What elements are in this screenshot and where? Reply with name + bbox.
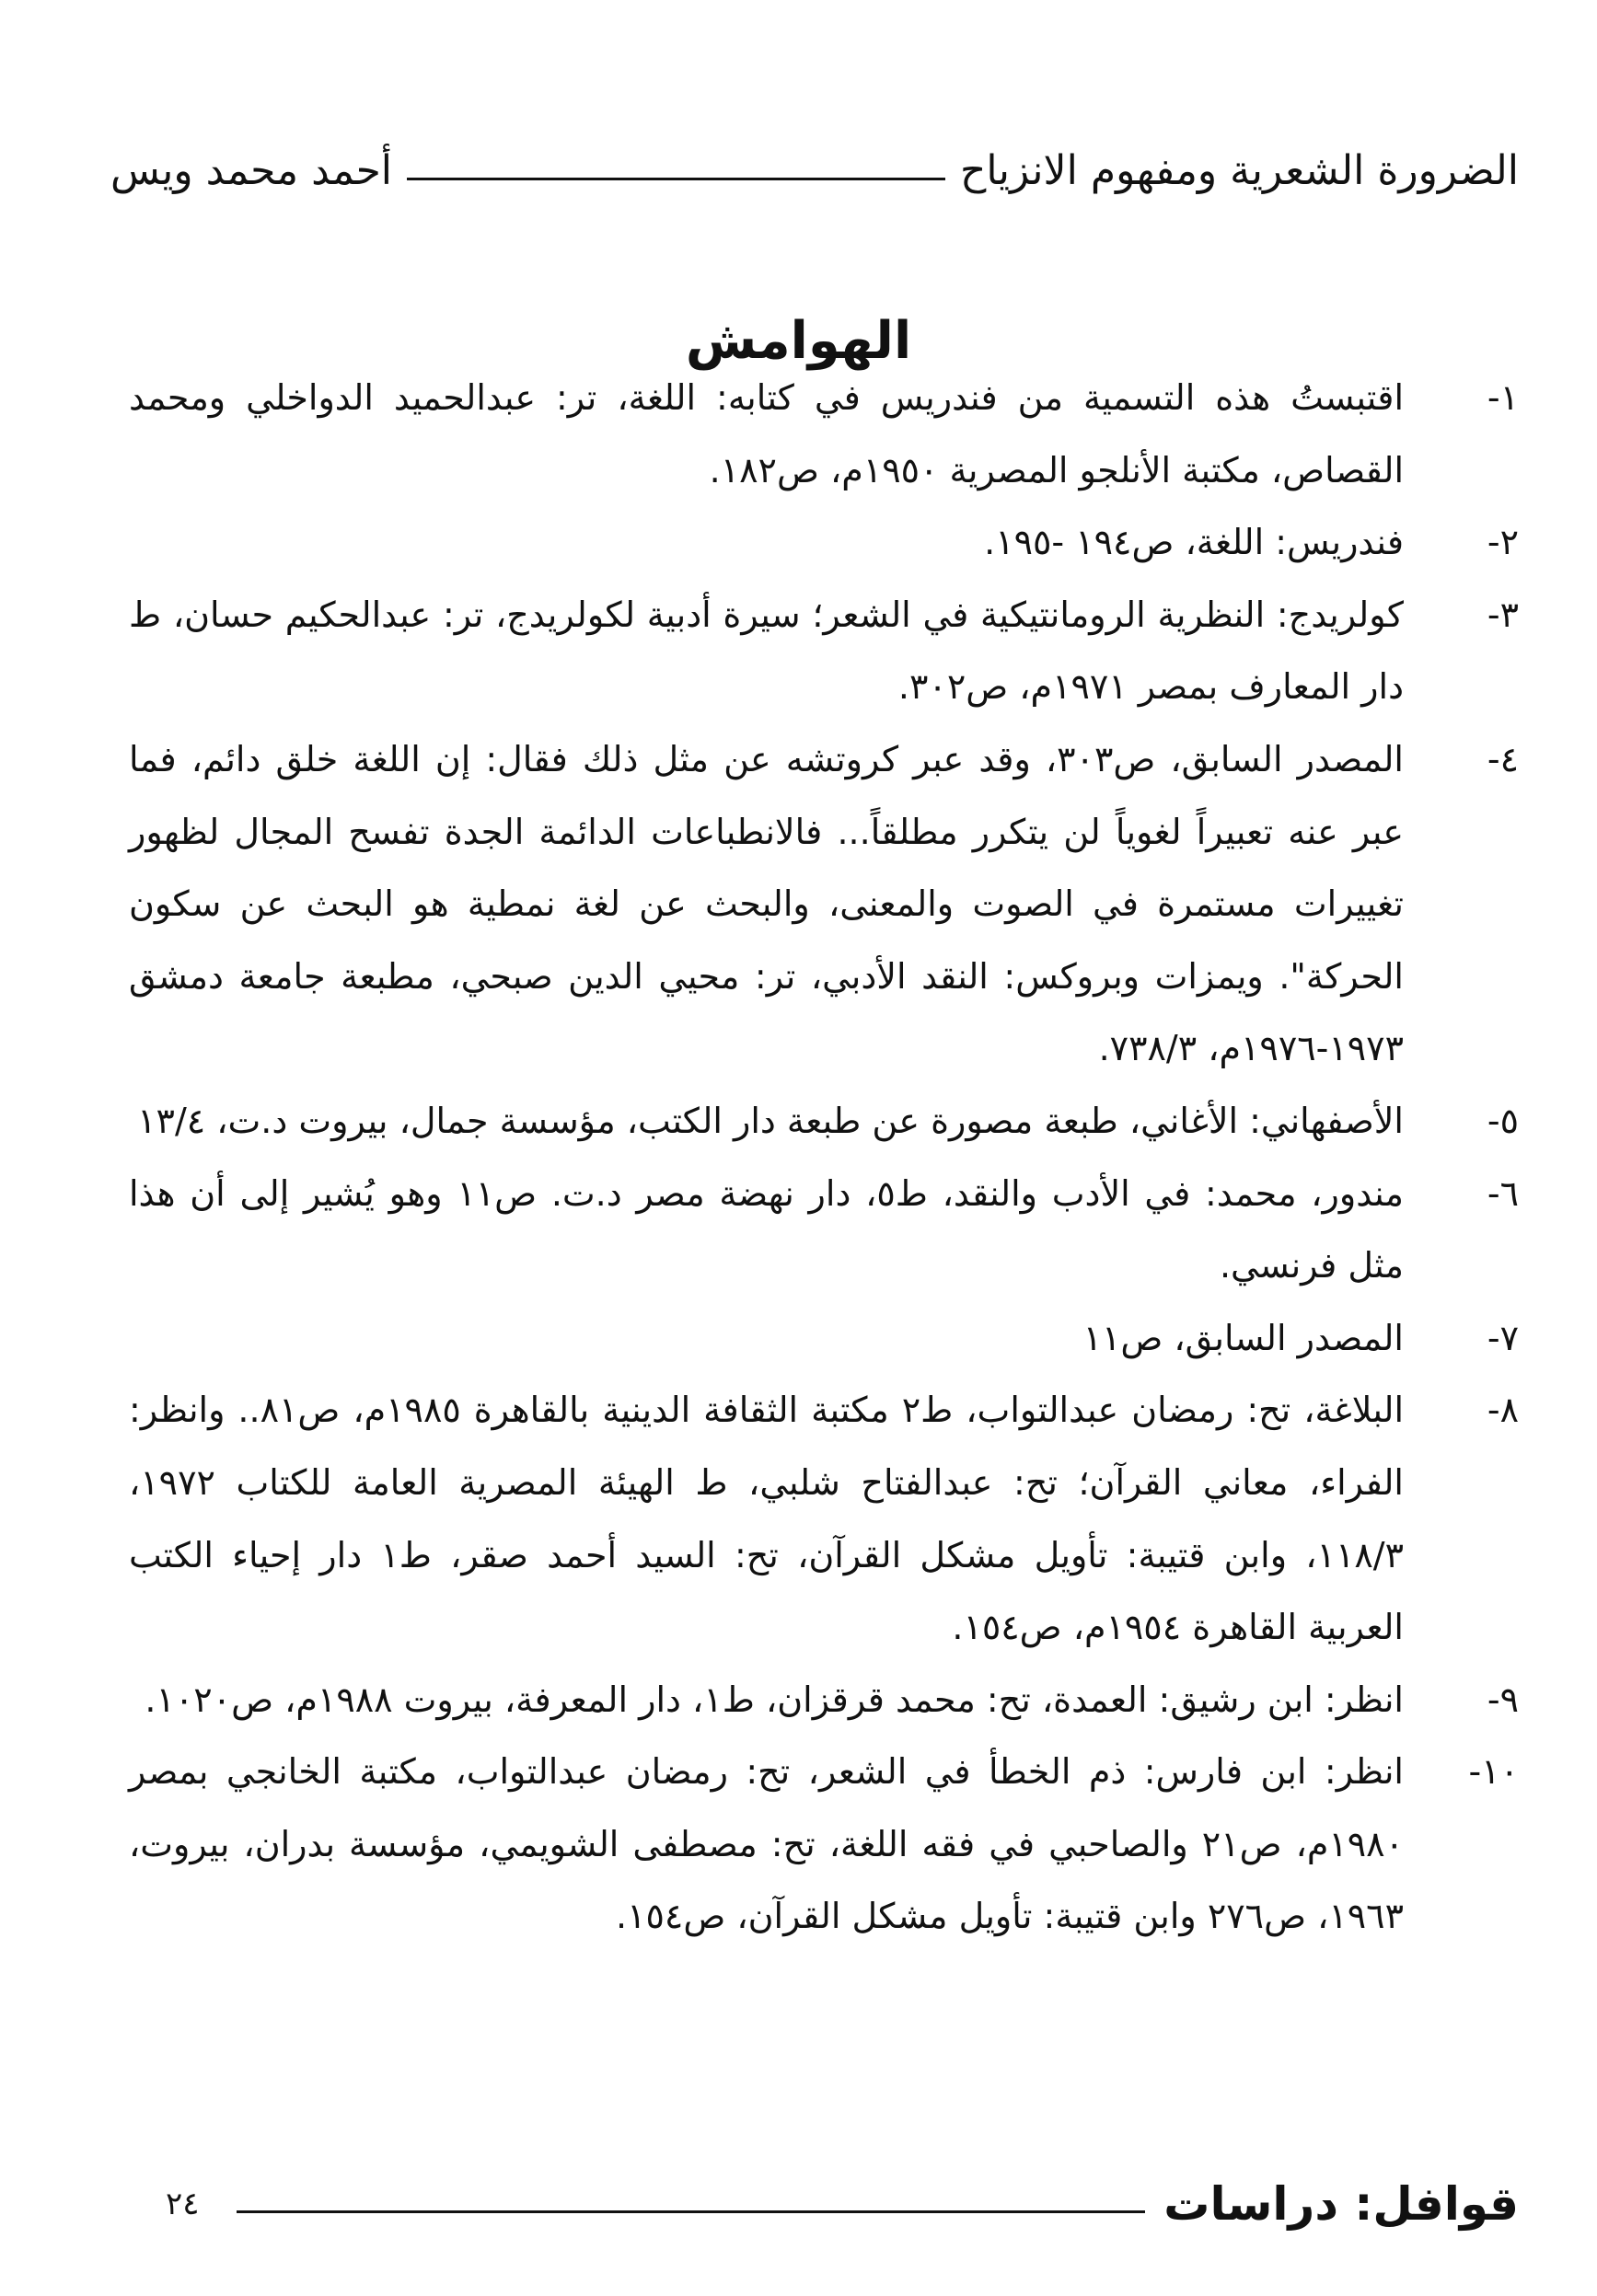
- page-number: ٢٤: [166, 2186, 200, 2222]
- footer-rule: [237, 2210, 1146, 2213]
- header-rule: [407, 178, 945, 180]
- note-number: ١٠-: [1468, 1751, 1519, 1793]
- note-number: ٤-: [1487, 738, 1519, 779]
- notes-list: [129, 362, 1519, 1953]
- running-header: [110, 138, 1519, 202]
- running-footer: [166, 2172, 1519, 2236]
- note-item: [129, 1085, 1519, 1158]
- note-text: انظر: ابن رشيق: العمدة، تح: محمد قرقزان، ط١، دار المعرفة، بيروت ١٩٨٨م، ص١٠٢٠.: [145, 1679, 1404, 1720]
- note-number: ٥-: [1487, 1100, 1519, 1141]
- note-item: [129, 579, 1519, 723]
- note-number: ٧-: [1487, 1317, 1519, 1358]
- header-title: الضرورة الشعرية ومفهوم الانزياح: [959, 146, 1519, 194]
- note-item: [129, 723, 1519, 1085]
- note-number: ١-: [1487, 377, 1519, 418]
- note-text: اقتبستُ هذه التسمية من فندريس في كتابه: اللغة، تر: عبدالحميد الدواخلي ومحمد القصاص، مكتبة الأنلجو المصرية ١٩٥٠م، ص١٨٢.: [129, 377, 1404, 490]
- note-item: [129, 1302, 1519, 1375]
- header-author: أحمد محمد ويس: [110, 146, 393, 194]
- note-text: كولريدج: النظرية الرومانتيكية في الشعر؛ سيرة أدبية لكولريدج، تر: عبدالحكيم حسان، ط دار المعارف بمصر ١٩٧١م، ص٣٠٢.: [129, 594, 1404, 708]
- note-text: فندريس: اللغة، ص١٩٤ -١٩٥.: [984, 522, 1404, 563]
- note-text: الأصفهاني: الأغاني، طبعة مصورة عن طبعة دار الكتب، مؤسسة جمال، بيروت د.ت، ١٣/٤: [137, 1100, 1404, 1141]
- note-number: ٨-: [1487, 1390, 1519, 1431]
- note-number: ٩-: [1487, 1679, 1519, 1720]
- section-title: الهوامش: [685, 310, 912, 371]
- note-text: مندور، محمد: في الأدب والنقد، ط٥، دار نهضة مصر د.ت. ص١١ وهو يُشير إلى أن هذا مثل فرنسي.: [129, 1172, 1405, 1286]
- note-number: ٦-: [1487, 1172, 1519, 1214]
- note-item: [129, 506, 1519, 579]
- note-item: [129, 1158, 1519, 1302]
- note-text: المصدر السابق، ص١١: [1082, 1317, 1404, 1358]
- note-item: [129, 1374, 1519, 1663]
- note-text: البلاغة، تح: رمضان عبدالتواب، ط٢ مكتبة الثقافة الدينية بالقاهرة ١٩٨٥م، ص٨١.. وانظر: الفراء، معاني القرآن؛ تح: عبدالفتاح شلبي، ط الهيئة المصرية العامة للكتاب ١٩٧٢، ١١٨/٣، وابن قتيبة: تأويل مشكل القرآن، تح: السيد أحمد صقر، ط١ دار إحياء الكتب العربية القاهرة ١٩٥٤م، ص١٥٤.: [129, 1390, 1405, 1648]
- note-item: [129, 362, 1519, 506]
- journal-name: قوافل: دراسات: [1163, 2177, 1519, 2231]
- note-text: انظر: ابن فارس: ذم الخطأ في الشعر، تح: رمضان عبدالتواب، مكتبة الخانجي بمصر ١٩٨٠م، ص٢١ والصاحبي في فقه اللغة، تح: مصطفى الشويمي، مؤسسة بدران، بيروت، ١٩٦٣، ص٢٧٦ وابن قتيبة: تأويل مشكل القرآن، ص١٥٤.: [129, 1751, 1404, 1937]
- note-item: [129, 1736, 1519, 1953]
- note-number: ٣-: [1487, 594, 1519, 635]
- note-text: المصدر السابق، ص٣٠٣، وقد عبر كروتشه عن مثل ذلك فقال: إن اللغة خلق دائم، فما عبر عنه تعبيراً لغوياً لن يتكرر مطلقاً... فالانطباعات الدائمة الجدة تفسح المجال لظهور تغييرات مستمرة في الصوت والمعنى، والبحث عن لغة نمطية هو البحث عن سكون الحركة". ويمزات وبروكس: النقد الأدبي، تر: محيي الدين صبحي، مطبعة جامعة دمشق ١٩٧٣-١٩٧٦م، ٧٣٨/٣.: [129, 738, 1404, 1069]
- note-item: [129, 1664, 1519, 1736]
- note-number: ٢-: [1487, 522, 1519, 563]
